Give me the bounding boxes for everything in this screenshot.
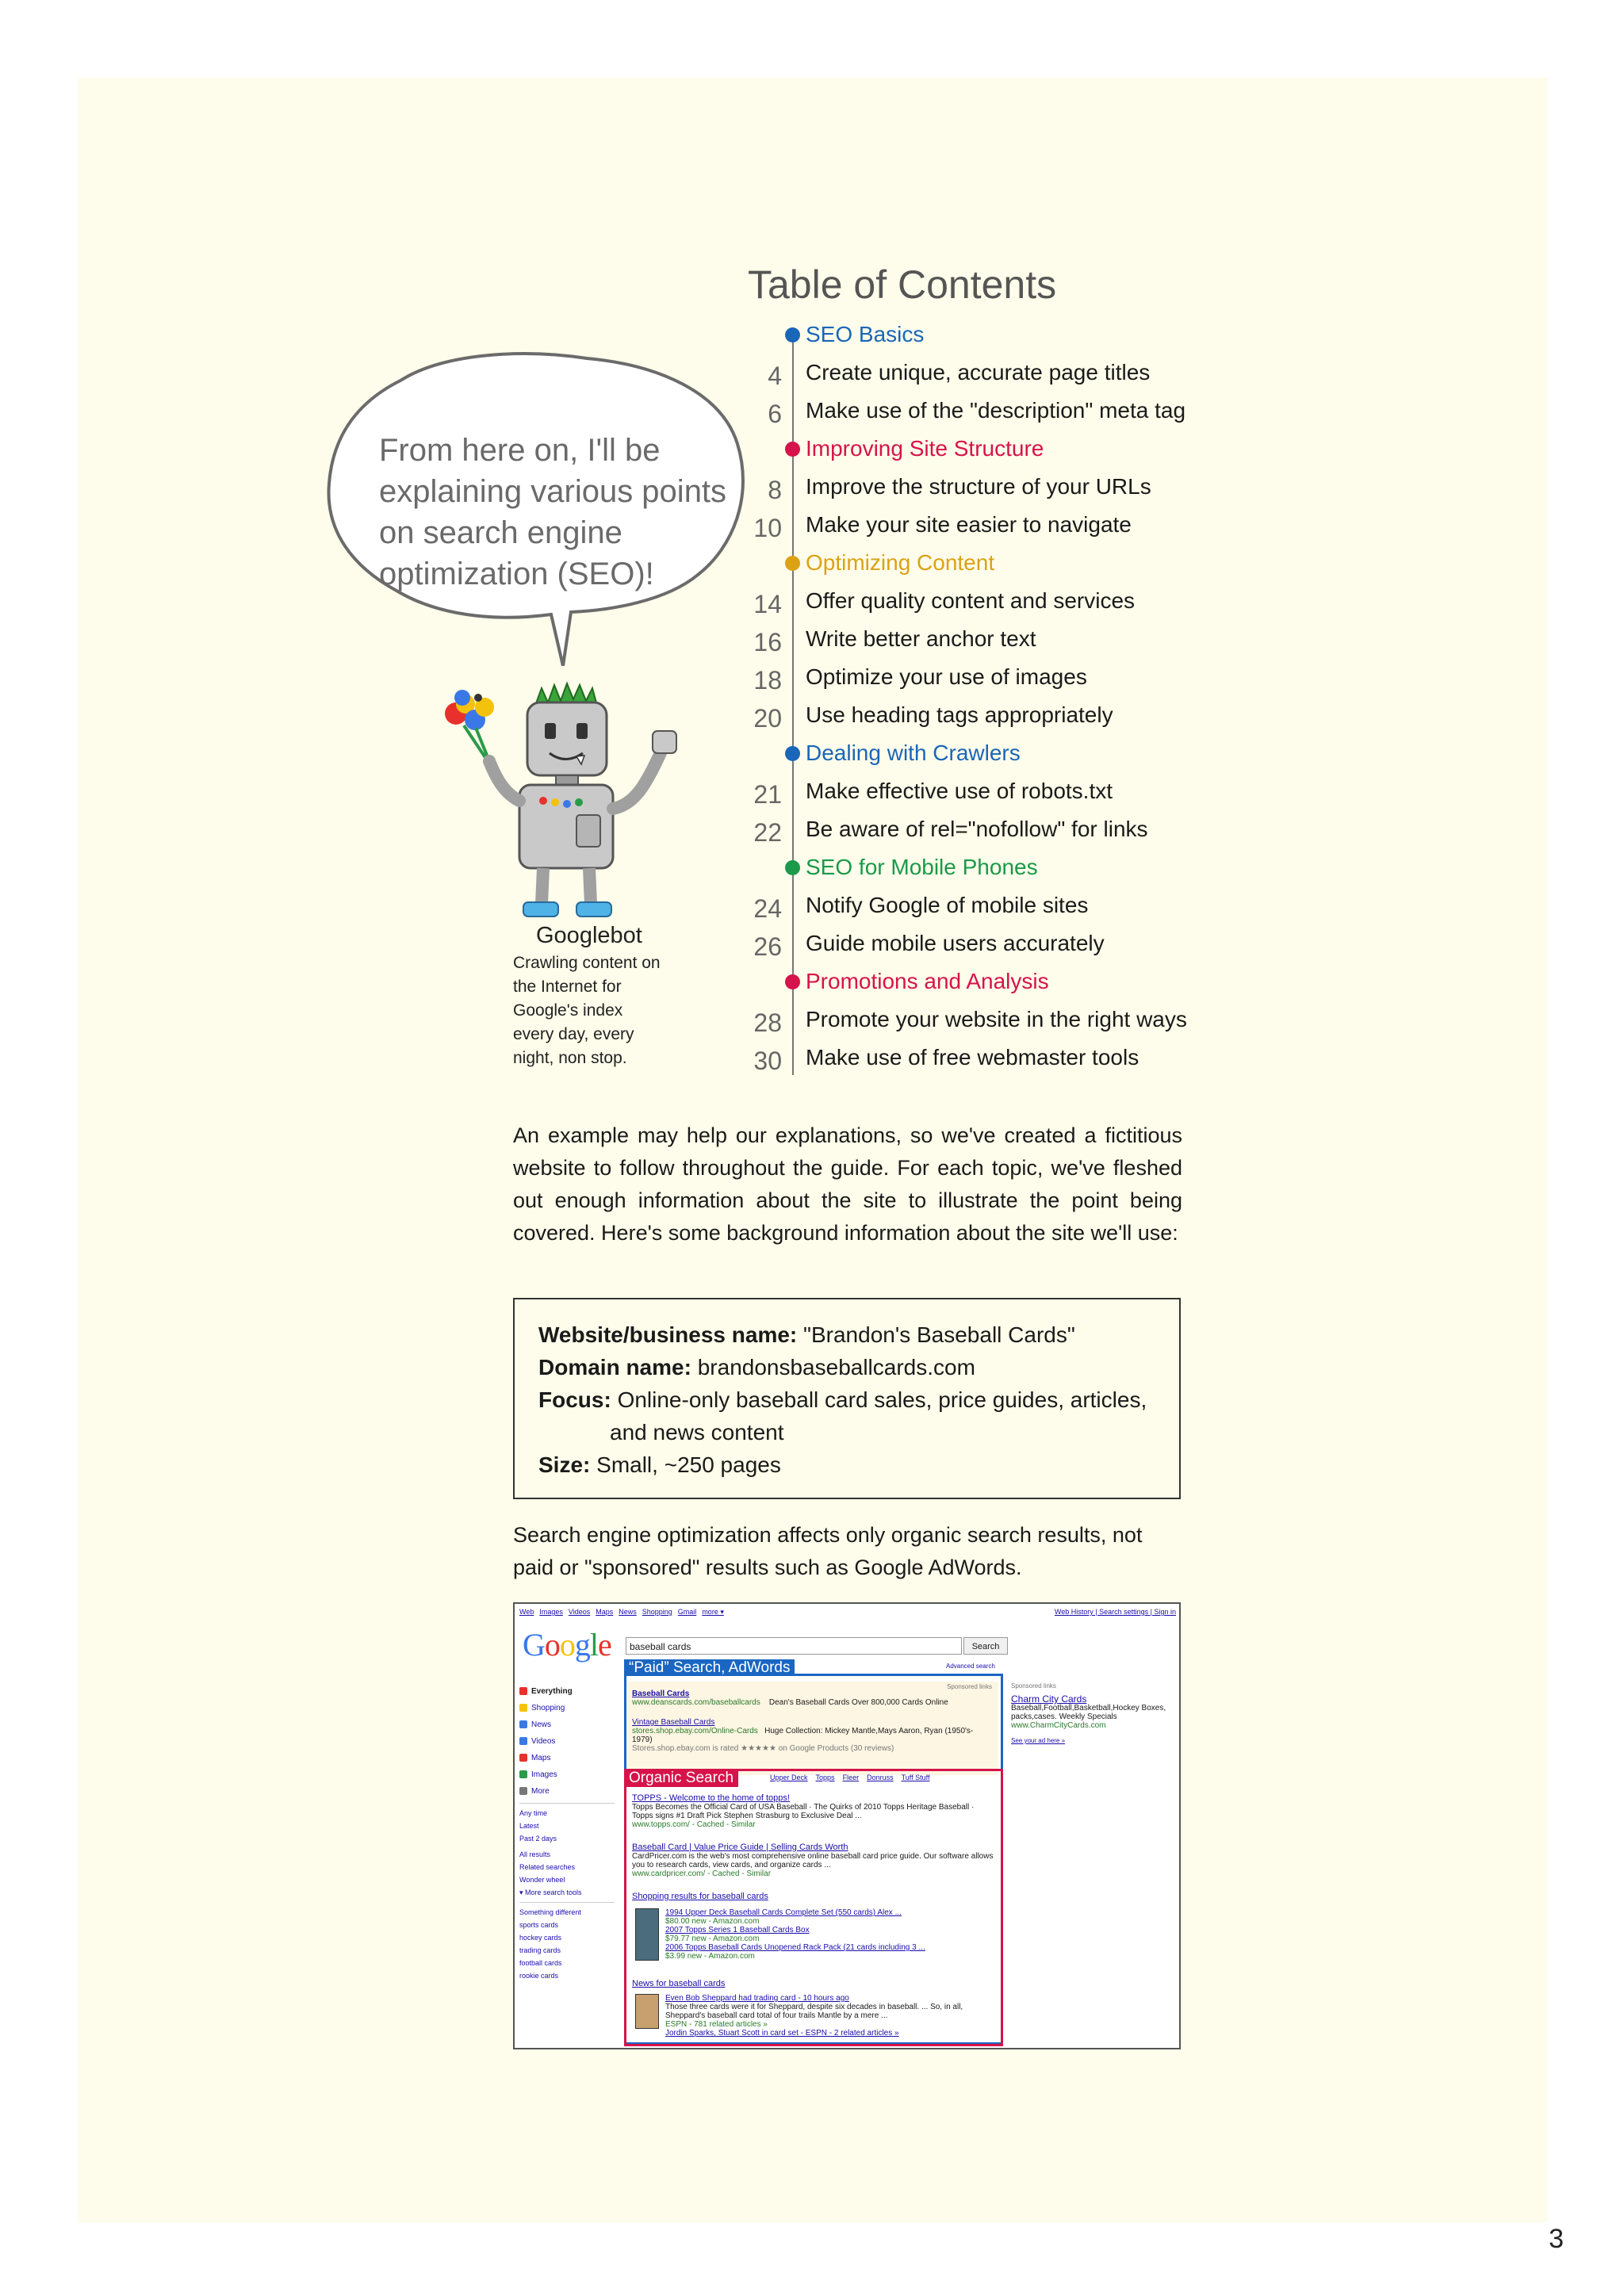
- toc-section[interactable]: [737, 848, 1293, 886]
- info-size-row: [538, 1448, 1155, 1481]
- result-filter-link[interactable]: All results: [519, 1850, 551, 1858]
- organic-tab-link[interactable]: Topps: [815, 1774, 835, 1781]
- section-bullet-icon: [785, 556, 800, 571]
- organic-tab-link[interactable]: Fleer: [842, 1774, 860, 1781]
- result-filter-link[interactable]: Wonder wheel: [519, 1876, 565, 1884]
- info-name-label: Website/business name:: [538, 1322, 798, 1347]
- toc-section[interactable]: [737, 962, 1293, 1001]
- vertical-icon: [519, 1704, 527, 1712]
- vertical-icon: [519, 1754, 527, 1762]
- toc-page-number: 18: [753, 666, 782, 695]
- info-size-label: Size:: [538, 1452, 591, 1477]
- serp-left-nav: [519, 1683, 615, 1982]
- section-bullet-icon: [785, 442, 800, 457]
- serp-vertical-link[interactable]: [519, 1750, 615, 1766]
- toc-entry-text: SEO Basics: [806, 322, 925, 346]
- toc-item[interactable]: [737, 772, 1293, 810]
- vertical-icon: [519, 1770, 527, 1778]
- shop1-link[interactable]: 1994 Upper Deck Baseball Cards Complete Set (550 cards) Alex ...: [665, 1908, 902, 1917]
- r2-desc: CardPricer.com is the web's most comprehensive online baseball card price guide. Our software allows you to research cards, view cards, and organize cards ...: [632, 1852, 994, 1869]
- section-bullet-icon: [785, 860, 800, 875]
- serp-vertical-link[interactable]: [519, 1783, 615, 1800]
- ad1-url: www.deanscards.com/baseballcards: [632, 1698, 760, 1707]
- toc-entry-text: Optimizing Content: [806, 550, 995, 575]
- toc-entry-text: Make effective use of robots.txt: [806, 779, 1113, 803]
- intro-paragraph: An example may help our explanations, so we've created a fictitious website to follow throughout the guide. For each topic, we've fleshed out enough information about the site to illustrate the point being covered. Here's some background information about the site we'll use:: [513, 1123, 1182, 1245]
- toc-page-number: 10: [753, 514, 782, 542]
- toc-entry-text: Improving Site Structure: [806, 436, 1044, 461]
- vertical-label: News: [531, 1720, 552, 1729]
- organic-tab-link[interactable]: Donruss: [867, 1774, 894, 1781]
- info-domain-label: Domain name:: [538, 1355, 691, 1380]
- vertical-icon: [519, 1687, 527, 1695]
- toc-entry-text: Dealing with Crawlers: [806, 740, 1021, 765]
- toc-title: Table of Contents: [748, 262, 1057, 307]
- toc-entry-text: SEO for Mobile Phones: [806, 855, 1038, 879]
- google-serp-screenshot: [513, 1602, 1181, 2049]
- bubble-text: From here on, I'll be explaining various points on search engine optimization (SEO)!: [379, 433, 727, 591]
- news-title-link[interactable]: News for baseball cards: [632, 1979, 726, 1988]
- serp-nav-link[interactable]: Maps: [596, 1608, 614, 1616]
- toc-item[interactable]: [737, 810, 1293, 848]
- toc-item[interactable]: [737, 1039, 1293, 1077]
- toc-page-number: 26: [753, 932, 782, 961]
- vertical-label: Everything: [531, 1687, 573, 1696]
- news1-source: ESPN - 781 related articles »: [665, 2020, 768, 2029]
- toc-page-number: 28: [753, 1008, 782, 1037]
- r2-title-link[interactable]: Baseball Card | Value Price Guide | Selling Cards Worth: [632, 1843, 848, 1852]
- toc-item[interactable]: [737, 696, 1293, 734]
- shop2-link[interactable]: 2007 Topps Series 1 Baseball Cards Box: [665, 1926, 810, 1934]
- info-focus-value-cont: and news content: [610, 1420, 784, 1445]
- shop3-price: $3.99 new - Amazon.com: [665, 1952, 755, 1961]
- vertical-label: Maps: [531, 1754, 551, 1762]
- shopping-title-link[interactable]: Shopping results for baseball cards: [632, 1892, 768, 1901]
- serp-vertical-link[interactable]: [519, 1733, 615, 1750]
- advanced-search-link[interactable]: Advanced search: [946, 1663, 995, 1670]
- time-filter-link[interactable]: Latest: [519, 1822, 539, 1830]
- note-paragraph: Search engine optimization affects only organic search results, not paid or "sponsored" results such as Google AdWords.: [513, 1523, 1143, 1579]
- right-ad-desc: Baseball,Football,Basketball,Hockey Boxes, packs,cases. Weekly Specials: [1011, 1704, 1166, 1721]
- table-of-contents: [737, 316, 1293, 1077]
- section-bullet-icon: [785, 327, 800, 342]
- toc-item[interactable]: [737, 468, 1293, 506]
- news1-link[interactable]: Even Bob Sheppard had trading card - 10 hours ago: [665, 1994, 849, 2003]
- toc-entry-text: Guide mobile users accurately: [806, 931, 1105, 955]
- serp-topbar: [519, 1608, 730, 1617]
- news2-link[interactable]: Jordin Sparks, Stuart Scott in card set - ESPN - 2 related articles »: [665, 2029, 899, 2038]
- r1-url: www.topps.com/ - Cached - Similar: [632, 1820, 756, 1829]
- toc-page-number: 16: [753, 628, 782, 656]
- related-search-link[interactable]: rookie cards: [519, 1972, 559, 1980]
- sponsored-label: Sponsored links: [947, 1683, 992, 1690]
- info-focus-row-cont: [538, 1416, 1155, 1448]
- related-search-link[interactable]: football cards: [519, 1959, 562, 1967]
- vertical-label: Videos: [531, 1737, 556, 1746]
- ad1-desc: Dean's Baseball Cards Over 800,000 Cards Online: [768, 1698, 948, 1707]
- vertical-icon: [519, 1787, 527, 1795]
- right-ad-title-link[interactable]: Charm City Cards: [1011, 1693, 1087, 1705]
- info-focus-label: Focus:: [538, 1387, 611, 1412]
- search-input[interactable]: baseball cards: [626, 1637, 962, 1655]
- serp-vertical-link[interactable]: [519, 1716, 615, 1733]
- toc-page-number: 22: [753, 818, 782, 847]
- site-info-box: [513, 1298, 1181, 1499]
- serp-nav-link[interactable]: Gmail: [677, 1608, 697, 1616]
- toc-entry-text: Improve the structure of your URLs: [806, 474, 1151, 499]
- organic-search-label: Organic Search: [624, 1769, 738, 1787]
- r1-desc: Topps Becomes the Official Card of USA Baseball · The Quirks of 2010 Topps Heritage Baseball · Topps signs #1 Draft Pick Stephen Strasburg to Exclusive Deal ...: [632, 1803, 975, 1820]
- serp-account-links[interactable]: Web History | Search settings | Sign in: [1054, 1608, 1176, 1616]
- toc-item[interactable]: [737, 392, 1293, 430]
- toc-entry-text: Offer quality content and services: [806, 588, 1136, 613]
- organic-tab-link[interactable]: Upper Deck: [770, 1774, 808, 1781]
- info-size-value: Small, ~250 pages: [596, 1452, 781, 1477]
- toc-page-number: 4: [768, 362, 782, 390]
- section-bullet-icon: [785, 974, 800, 989]
- page-number: 3: [1549, 2224, 1564, 2254]
- result-filter-link[interactable]: Related searches: [519, 1863, 576, 1871]
- toc-page-number: 24: [753, 894, 782, 923]
- info-domain-row: [538, 1351, 1155, 1383]
- serp-nav-link[interactable]: Images: [539, 1608, 563, 1616]
- toc-entry-text: Create unique, accurate page titles: [806, 360, 1151, 385]
- toc-entry-text: Use heading tags appropriately: [806, 702, 1113, 727]
- info-name-row: [538, 1318, 1155, 1351]
- news1-desc: Those three cards were it for Sheppard, despite six decades in baseball. ... So, in all, Sheppard's baseball card total of four trails Mantle by a mere ...: [665, 2003, 963, 2020]
- related-search-link[interactable]: Something different: [519, 1908, 581, 1916]
- shop2-price: $79.77 new - Amazon.com: [665, 1934, 760, 1943]
- ad2-desc: Huge Collection: Mickey Mantle,Mays Aaron, Ryan (1950's-1979): [632, 1727, 974, 1744]
- toc-entry-text: Be aware of rel="nofollow" for links: [806, 817, 1148, 841]
- robot-name: Googlebot: [536, 923, 642, 948]
- serp-vertical-link[interactable]: [519, 1766, 615, 1783]
- time-filter-link[interactable]: Any time: [519, 1809, 548, 1817]
- paid-search-label: “Paid” Search, AdWords: [624, 1659, 795, 1676]
- search-button[interactable]: Search: [963, 1637, 1008, 1655]
- toc-item[interactable]: [737, 620, 1293, 658]
- toc-page-number: 21: [753, 780, 782, 809]
- ad2-title-link[interactable]: Vintage Baseball Cards: [632, 1718, 715, 1727]
- flower-bouquet-icon: [445, 690, 494, 761]
- ad1-title-link[interactable]: Baseball Cards: [632, 1689, 690, 1698]
- shop3-link[interactable]: 2006 Topps Baseball Cards Unopened Rack Pack (21 cards including 3 ...: [665, 1943, 925, 1952]
- toc-item[interactable]: [737, 582, 1293, 620]
- section-bullet-icon: [785, 746, 800, 761]
- serp-vertical-link[interactable]: [519, 1700, 615, 1716]
- toc-item[interactable]: [737, 506, 1293, 544]
- toc-entry-text: Promote your website in the right ways: [806, 1007, 1187, 1031]
- vertical-label: Images: [531, 1770, 557, 1779]
- toc-section[interactable]: [737, 316, 1293, 354]
- right-ad-url: www.CharmCityCards.com: [1011, 1721, 1106, 1730]
- toc-entry-text: Write better anchor text: [806, 626, 1036, 651]
- toc-item[interactable]: [737, 886, 1293, 924]
- toc-item[interactable]: [737, 354, 1293, 392]
- toc-entry-text: Make your site easier to navigate: [806, 512, 1132, 537]
- related-search-link[interactable]: sports cards: [519, 1921, 559, 1929]
- toc-page-number: 14: [753, 590, 782, 618]
- toc-entry-text: Make use of the "description" meta tag: [806, 398, 1186, 423]
- ad2-url: stores.shop.ebay.com/Online-Cards: [632, 1727, 758, 1735]
- ad2-rating: Stores.shop.ebay.com is rated ★★★★★ on Google Products (30 reviews): [632, 1744, 894, 1753]
- r1-title-link[interactable]: TOPPS - Welcome to the home of topps!: [632, 1793, 790, 1803]
- toc-page-number: 6: [768, 400, 782, 428]
- toc-entry-text: Make use of free webmaster tools: [806, 1045, 1139, 1070]
- toc-entry-text: Optimize your use of images: [806, 664, 1087, 689]
- serp-nav-link[interactable]: Web: [519, 1608, 534, 1616]
- toc-page-number: 20: [753, 704, 782, 733]
- info-name-value: "Brandon's Baseball Cards": [803, 1322, 1075, 1347]
- serp-nav-link[interactable]: News: [619, 1608, 637, 1616]
- time-filter-link[interactable]: Past 2 days: [519, 1835, 557, 1843]
- toc-item[interactable]: [737, 924, 1293, 962]
- r2-url: www.cardpricer.com/ - Cached - Similar: [632, 1869, 772, 1878]
- robot-caption: Crawling content on the Internet for Google's index every day, every night, non stop.: [513, 954, 661, 1067]
- info-focus-value: Online-only baseball card sales, price guides, articles,: [617, 1387, 1147, 1412]
- more-search-tools-link[interactable]: ▾ More search tools: [519, 1888, 582, 1896]
- organic-search-highlight: [624, 1769, 1003, 2046]
- toc-entry-text: Notify Google of mobile sites: [806, 893, 1089, 917]
- vertical-icon: [519, 1737, 527, 1745]
- vertical-label: More: [531, 1787, 550, 1796]
- shop1-price: $80.00 new - Amazon.com: [665, 1917, 760, 1926]
- toc-section[interactable]: [737, 430, 1293, 468]
- toc-page-number: 8: [768, 476, 782, 504]
- right-ad-more-link[interactable]: See your ad here »: [1011, 1737, 1066, 1744]
- right-sponsored-label: Sponsored links: [1011, 1682, 1056, 1689]
- vertical-icon: [519, 1720, 527, 1728]
- related-search-link[interactable]: trading cards: [519, 1946, 561, 1954]
- toc-item[interactable]: [737, 658, 1293, 696]
- toc-item[interactable]: [737, 1001, 1293, 1039]
- serp-nav-link[interactable]: more ▾: [702, 1608, 724, 1616]
- related-search-link[interactable]: hockey cards: [519, 1934, 562, 1942]
- organic-tab-link[interactable]: Tuff Stuff: [901, 1774, 930, 1781]
- toc-page-number: 30: [753, 1047, 782, 1075]
- google-logo: Google: [523, 1627, 611, 1663]
- toc-section[interactable]: [737, 544, 1293, 582]
- right-sponsored-ads: [1011, 1682, 1170, 1745]
- info-domain-value: brandonsbaseballcards.com: [697, 1355, 975, 1380]
- vertical-label: Shopping: [531, 1704, 565, 1712]
- serp-vertical-link[interactable]: [519, 1683, 615, 1700]
- info-focus-row: [538, 1383, 1155, 1416]
- serp-nav-link[interactable]: Shopping: [642, 1608, 672, 1616]
- toc-entry-text: Promotions and Analysis: [806, 969, 1049, 993]
- serp-nav-link[interactable]: Videos: [568, 1608, 591, 1616]
- googlebot-robot-illustration: [440, 674, 694, 928]
- toc-section[interactable]: [737, 734, 1293, 772]
